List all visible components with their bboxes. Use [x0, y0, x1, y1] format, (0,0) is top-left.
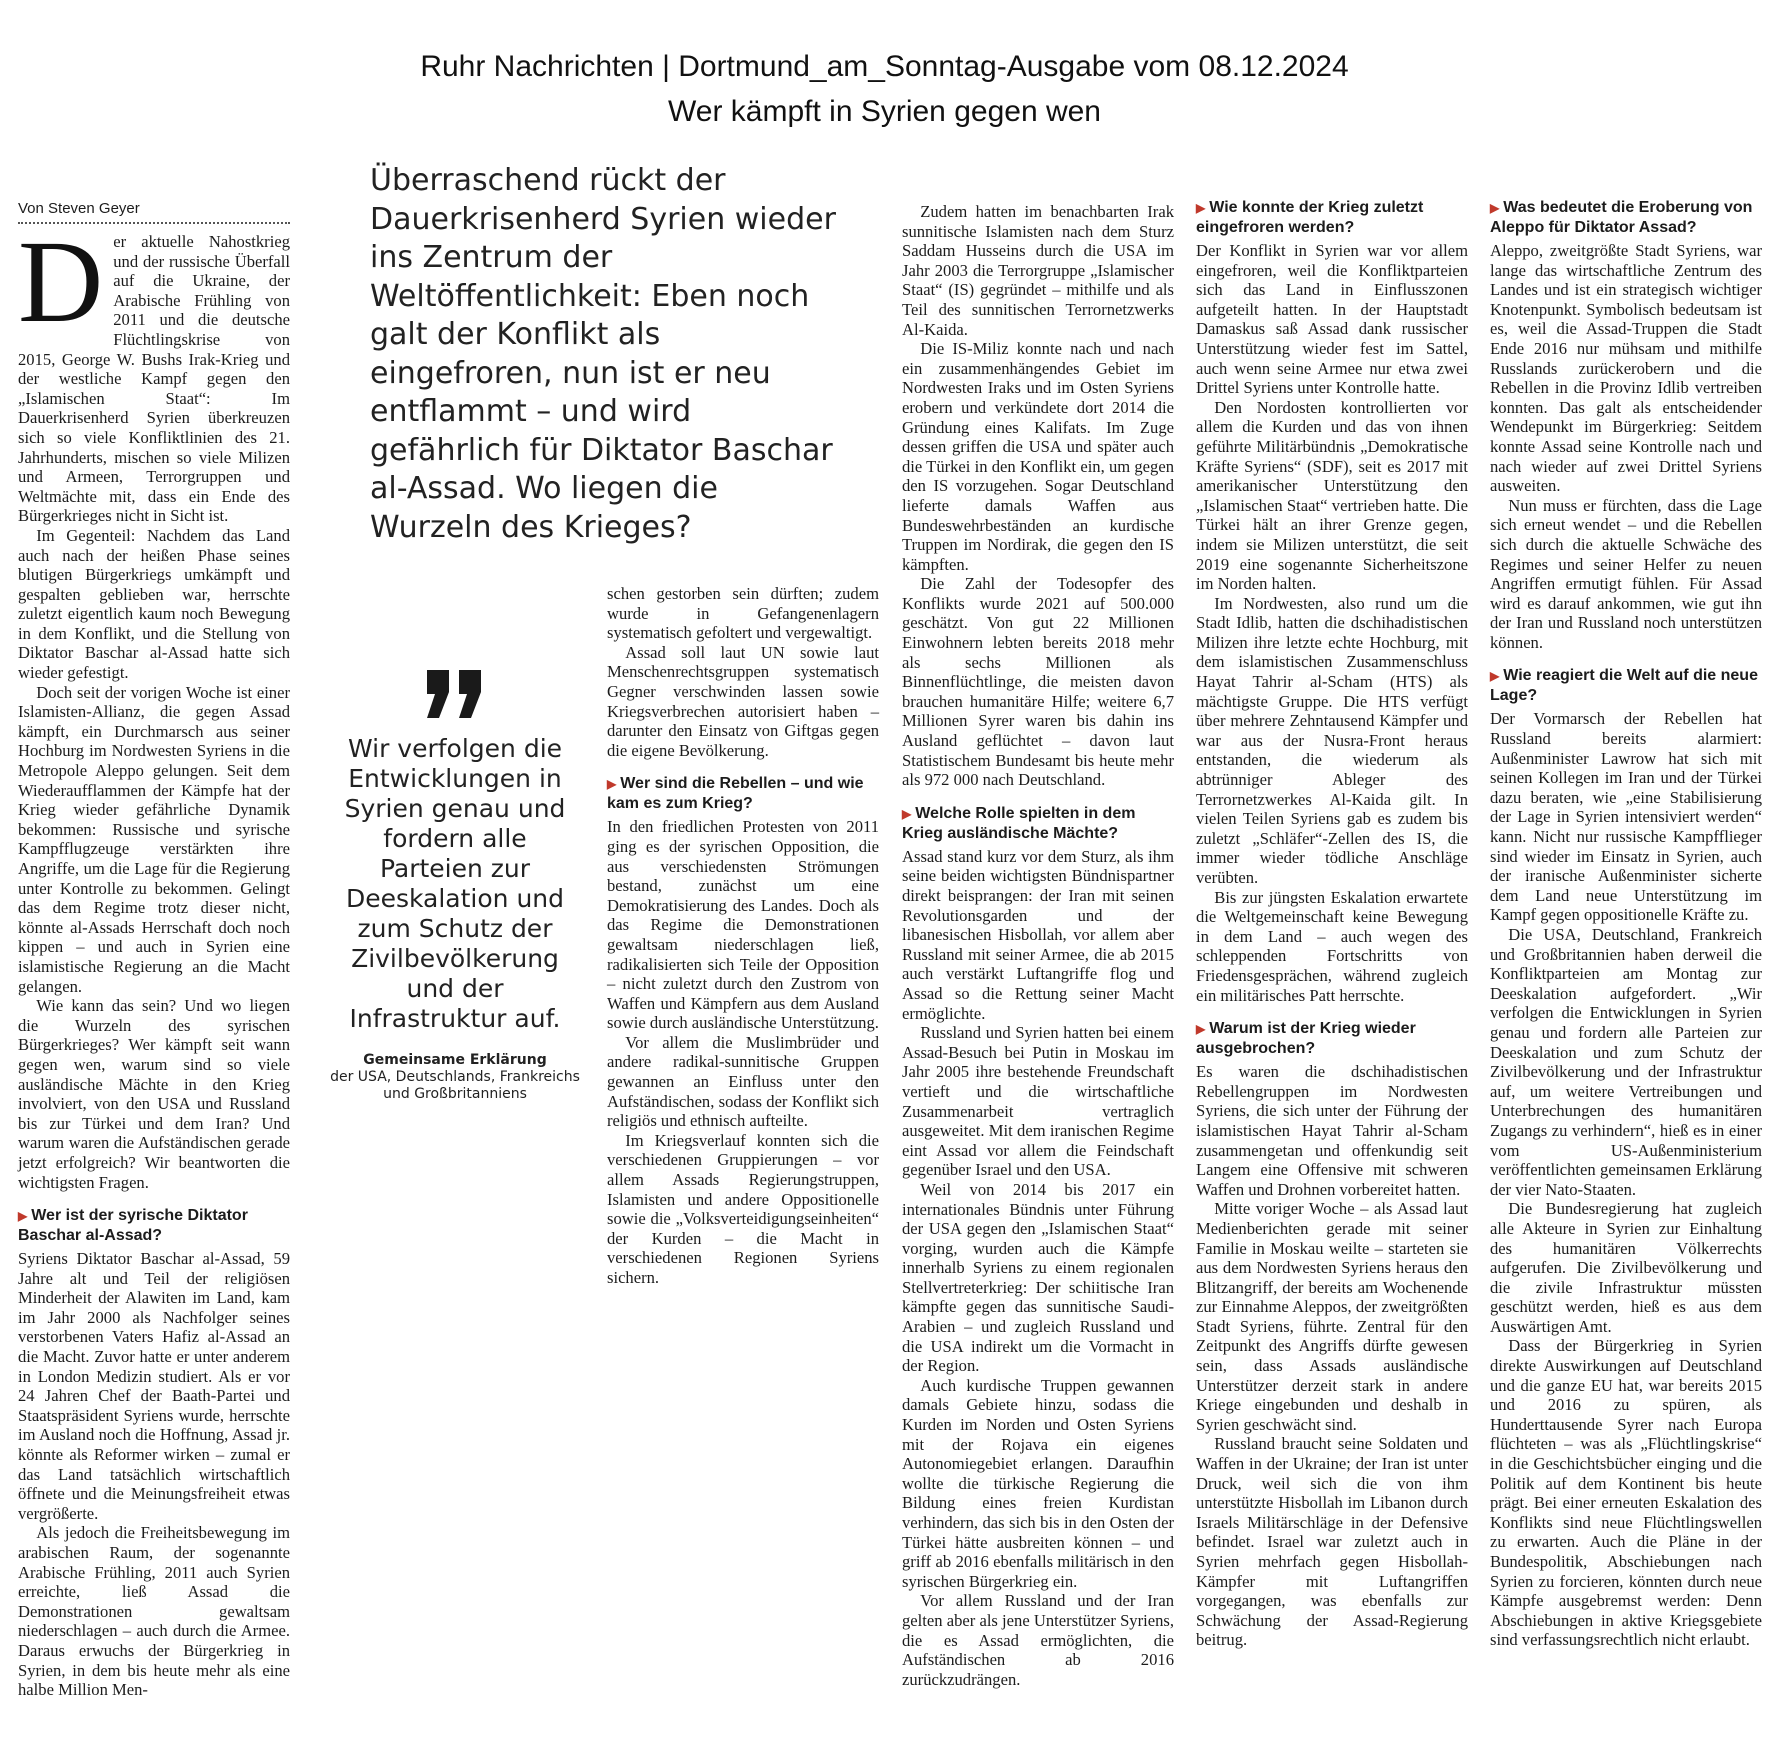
paragraph: Mitte voriger Woche – als Assad laut Medienberichten gerade mit seiner Familie in Moskau weilte – starteten sie aus dem Nordwesten Syriens heraus den Blitzangriff, der bereits am Wochenende zur Einnahme Aleppos, der zweitgrößten Stadt Syriens, führte. Zentral für den Zeitpunkt des Angriffs dürfte gewesen sein, dass Assads ausländische Unterstützer derzeit stark in andere Kriege eingebunden und deshalb in Syrien geschwächt sind. [1196, 1199, 1468, 1434]
drop-cap: D [18, 216, 104, 347]
question-heading: ▶ Wer ist der syrische Diktator Baschar al-Assad? [18, 1207, 248, 1245]
paragraph: Im Kriegsverlauf konnten sich die verschiedenen Gruppierungen – vor allem Assads Regierungstruppen, Islamisten und andere Oppositionelle sowie die „Volksverteidigungseinheiten“ der Kurden – die Macht in verschiedenen Regionen Syriens sichern. [607, 1130, 879, 1287]
quotation-mark-icon [423, 670, 487, 718]
question-heading: ▶ Wer sind die Rebellen – und wie kam es zum Krieg? [607, 775, 864, 813]
paragraph: Weil von 2014 bis 2017 ein internationales Bündnis unter Führung der USA gegen den „Islamischen Staat“ vorging, wurden auch die Kämpfe innerhalb Syriens zu einem regionalen Stellvertreterkrieg: Der schiitische Iran kämpfte gegen das sunnitische Saudi-Arabien – und zugleich Russland und die USA indirekt um die Vormacht in der Region. [902, 1179, 1174, 1376]
byline: Von Steven Geyer [18, 200, 290, 224]
paragraph: Russland braucht seine Soldaten und Waffen in der Ukraine; der Iran ist unter Druck, weil sich die von ihm unterstützte Hisbollah im Libanon durch Israels Militärschläge in der Defensive befindet. Israel war zuletzt auch in Syrien mehrfach gegen Hisbollah-Kämpfer mit Luftangriffen vorgegangen, was ebenfalls zur Schwächung der Assad-Regierung beitrug. [1196, 1434, 1468, 1650]
article-teaser: Überraschend rückt der Dauerkrisenherd Syrien wieder ins Zentrum der Weltöffentlichkeit: Eben noch galt der Konflikt als eingefroren, nun ist er neu entflammt – und wird gefährlich für Diktator Baschar al-Assad. Wo liegen die Wurzeln des Krieges? [370, 163, 836, 545]
paragraph: Im Gegenteil: Nachdem das Land auch nach der heißen Phase seines blutigen Bürgerkriegs umkämpft und gespalten geblieben war, herrschte zuletzt eigentlich kaum noch Bewegung in dem Konflikt, und die Stellung von Diktator Baschar al-Assad hatte sich wieder gefestigt. [18, 525, 290, 683]
paragraph: Wie kann das sein? Und wo liegen die Wurzeln des syrischen Bürgerkrieges? Wer kämpft seit wann gegen wen, warum sind so viele ausländische Mächte in den Krieg involviert, von den USA und Russland bis zur Türkei und dem Iran? Und warum waren die Aufständischen gerade jetzt erfolgreich? Wir beantworten die wichtigsten Fragen. [18, 996, 290, 1192]
question-heading: ▶ Was bedeutet die Eroberung von Aleppo für Diktator Assad? [1490, 199, 1753, 236]
pull-quote-source: Gemeinsame Erklärung [363, 1052, 547, 1068]
paragraph: Die IS-Miliz konnte nach und nach ein zusammenhängendes Gebiet im Nordwesten Iraks und im Osten Syriens erobern und verkündete dort 2014 die Gründung eines Kalifats. Im Zuge dessen griffen die USA und später auch die Türkei in den Konflikt ein, um gegen den IS vorzugehen. Sogar Deutschland lieferte damals Waffen aus Bundeswehrbeständen an kurdische Truppen im Nordirak, die gegen den IS kämpften. [902, 339, 1174, 574]
triangle-marker-icon: ▶ [1490, 669, 1500, 684]
paragraph: Die Bundesregierung hat zugleich alle Akteure in Syrien zur Einhaltung des humanitären Völkerrechts aufgerufen. Die Zivilbevölkerung und die zivile Infrastruktur müssten geschützt werden, hieß es aus dem Auswärtigen Amt. [1490, 1199, 1762, 1336]
paragraph: Auch kurdische Truppen gewannen damals Gebiete hinzu, sodass die Kurden im Norden und Osten Syriens mit der Rojava ein eigenes Autonomiegebiet erlangen. Daraufhin wollte die türkische Regierung die Bildung eines freien Kurdistan verhindern, das sich bis in den Osten der Türkei hätte ausbreiten können – und griff ab 2016 ebenfalls militärisch in den syrischen Bürgerkrieg ein. [902, 1375, 1174, 1591]
paragraph: Den Nordosten kontrollierten vor allem die Kurden und das von ihnen geführte Militärbündnis „Demokratische Kräfte Syriens“ (SDF), seit es 2017 mit amerikanischer Unterstützung den „Islamischen Staat“ vertrieben hatte. Die Türkei hält an ihrer Grenze gegen, indem sie Milizen unterstützt, die seit 2019 eine sogenannte Sicherheitszone im Norden halten. [1196, 397, 1468, 594]
pull-quote-text: Wir verfolgen die Entwicklungen in Syrien genau und fordern alle Parteien zur Deeskalation und zum Schutz der Zivilbevölkerung und der Infrastruktur auf. [344, 734, 566, 1033]
article-headline: Wer kämpft in Syrien gegen wen [668, 95, 1101, 128]
paragraph: Im Nordwesten, also rund um die Stadt Idlib, hatten die dschihadistischen Milizen ihre letzte echte Hochburg, mit dem islamistischen Zusammenschluss Hayat Tahrir al-Scham (HTS) als mächtigste Gruppe. Die HTS verfügt über mehrere Zehntausend Kämpfer und war aus der Nusra-Front heraus entstanden, die wiederum als abtrünniger Ableger des Terrornetzwerkes Al-Kaida gilt. In vielen Teilen Syriens gab es zudem bis zuletzt „Schläfer“-Zellen des IS, die immer wieder tödliche Anschläge verübten. [1196, 593, 1468, 887]
paragraph: Als jedoch die Freiheitsbewegung im arabischen Raum, der sogenannte Arabische Frühling, 2011 auch Syrien erreichte, ließ Assad die Demonstrationen gewaltsam niederschlagen – auch durch die Armee. Daraus erwuchs der Bürgerkrieg in Syrien, in dem bis heute mehr als eine halbe Million Men- [18, 1523, 290, 1700]
paragraph: In den friedlichen Protesten von 2011 ging es der syrischen Opposition, die aus verschiedensten Strömungen bestand, zunächst um eine Demokratisierung des Landes. Doch als das Regime die Demonstrationen gewaltsam niederschlagen ließ, radikalisierten sich Teile der Opposition – nicht zuletzt durch den Zustrom von Waffen und Kämpfern aus dem Ausland sowie durch ausländische Unterstützung. [607, 817, 879, 1033]
paragraph: Die USA, Deutschland, Frankreich und Großbritannien haben derweil die Konfliktparteien am Montag zur Deeskalation aufgefordert. „Wir verfolgen die Entwicklungen in Syrien genau und fordern alle Parteien zur Deeskalation und zum Schutz der Zivilbevölkerung und der Infrastruktur auf, um weitere Vertreibungen und Unterbrechungen des humanitären Zugangs zu verhindern“, hieß es in einer vom US-Außenministerium veröffentlichten gemeinsamen Erklärung der vier Nato-Staaten. [1490, 925, 1762, 1199]
paragraph: Assad soll laut UN sowie laut Menschenrechtsgruppen systematisch Gegner verschwinden lassen sowie Kriegsverbrechen autorisiert haben – darunter den Einsatz von Giftgas gegen die eigene Bevölkerung. [607, 642, 879, 760]
question-heading: ▶ Welche Rolle spielten in dem Krieg ausländische Mächte? [902, 804, 1136, 842]
question-heading: ▶ Wie reagiert die Welt auf die neue Lage? [1490, 667, 1758, 705]
lead-paragraph: Der aktuelle Nahostkrieg und der russische Überfall auf die Ukraine, der Arabische Frühling von 2011 und die deutsche Flüchtlingskrise von 2015, George W. Bushs Irak-Krieg und der westliche Kampf gegen den „Islamischen Staat“: Im Dauerkrisenherd Syrien überkreuzen sich so viele Konfliktlinien des 21. Jahrhunderts, mischen so viele Milizen und Armeen, Terrorgruppen und Weltmächte mit, dass ein Ende des Bürgerkrieges nicht in Sicht ist. [18, 216, 290, 526]
article-column-6 [1490, 198, 1762, 1650]
pull-quote [330, 670, 580, 1103]
question-heading: ▶ Warum ist der Krieg wieder ausgebrochen? [1196, 1020, 1416, 1058]
pull-quote-source-detail: der USA, Deutschlands, Frankreichs und Großbritanniens [330, 1069, 580, 1102]
paragraph: Nun muss er fürchten, dass die Lage sich erneut wendet – und die Rebellen sich durch die aktuelle Schwäche des Regimes und seiner Helfer zu neuen Angriffen ermutigt fühlen. Für Assad wird es darauf ankommen, wie gut ihn der Iran und Russland noch unterstützen können. [1490, 495, 1762, 652]
paragraph: Vor allem Russland und der Iran gelten aber als jene Unterstützer Syriens, die es Assad ermöglichten, die Aufständischen ab 2016 zurückzudrängen. [902, 1591, 1174, 1689]
paragraph: schen gestorben sein dürften; zudem wurde in Gefangenenlagern systematisch gefoltert und vergewaltigt. [607, 584, 879, 643]
triangle-marker-icon: ▶ [902, 806, 912, 821]
publication-line: Ruhr Nachrichten | Dortmund_am_Sonntag-Ausgabe vom 08.12.2024 [420, 50, 1349, 83]
paragraph: Dass der Bürgerkrieg in Syrien direkte Auswirkungen auf Deutschland und die ganze EU hat, war bereits 2015 und 2016 zu spüren, als Hunderttausende Syrer nach Europa flüchteten – was als „Flüchtlingskrise“ in die Geschichtsbücher einging und die Politik auf dem Kontinent bis heute prägt. Bei einer erneuten Eskalation des Konflikts sind neue Flüchtlingswellen zu erwarten. Auch die Pläne in der Bundespolitik, Abschiebungen nach Syrien zu forcieren, könnten durch neue Kämpfe ausgebremst werden: Denn Abschiebungen in aktive Kriegsgebiete sind verfassungsrechtlich nicht erlaubt. [1490, 1336, 1762, 1650]
paragraph: Doch seit der vorigen Woche ist einer Islamisten-Allianz, die gegen Assad kämpft, ein Durchmarsch aus seiner Hochburg im Nordwesten Syriens in die Metropole Aleppo gelungen. Seit dem Wiederaufflammen der Kämpfe hat der Krieg wieder gefährliche Dynamik bekommen: Russische und syrische Kampfflugzeuge verstärkten ihre Angriffe, um die Lage für die Regierung unter Kontrolle zu bekommen. Gelingt das dem Regime trotz dieser nicht, könnte al-Assads Herrschaft doch noch kippen – und auch in Syrien eine islamistische Regierung an die Macht gelangen. [18, 682, 290, 996]
paragraph: Der Konflikt in Syrien war vor allem eingefroren, weil die Konfliktparteien sich das Land in Einflusszonen aufgeteilt hatten. In der Hauptstadt Damaskus saß Assad dank russischer Unterstützung wieder fest im Sattel, auch wenn seine Armee nur etwa zwei Drittel Syriens unter Kontrolle hatte. [1196, 241, 1468, 398]
triangle-marker-icon: ▶ [1196, 201, 1206, 215]
paragraph: Assad stand kurz vor dem Sturz, als ihm seine beiden wichtigsten Bündnispartner direkt beisprangen: der Iran mit seinen Revolutionsgarden und der libanesischen Hisbollah, vor allem aber Russland mit seiner Armee, die ab 2015 auch verstärkt Luftangriffe flog und Assad so die Rettung seiner Macht ermöglichte. [902, 846, 1174, 1023]
paragraph: Syriens Diktator Baschar al-Assad, 59 Jahre alt und Teil der religiösen Minderheit der Alawiten im Land, kam im Jahr 2000 als Nachfolger seines verstorbenen Vaters Hafiz al-Assad an die Macht. Zuvor hatte er unter anderem in London Medizin studiert. Als er vor 24 Jahren Chef der Baath-Partei und Staatspräsident Syriens wurde, herrschte im Ausland noch die Hoffnung, Assad jr. könnte als Reformer wirken – zumal er das Land tatsächlich wirtschaftlich öffnete und die Meinungsfreiheit etwas vergrößerte. [18, 1249, 290, 1523]
paragraph: Vor allem die Muslimbrüder und andere radikal-sunnitische Gruppen gewannen an Einfluss unter den Aufständischen, sodass der Konflikt sich religiös und ethnisch aufteilte. [607, 1032, 879, 1131]
paragraph: Der Vormarsch der Rebellen hat Russland bereits alarmiert: Außenminister Lawrow hat sich mit seinen Kollegen im Iran und der Türkei dazu beraten, wie „eine Stabilisierung der Lage in Syrien intensiviert werden“ kann. Nicht nur russische Kampfflieger sind wieder im Einsatz in Syrien, auch der iranische Außenminister sicherte dem Land neue Unterstützung im Kampf gegen oppositionelle Kräfte zu. [1490, 709, 1762, 925]
paragraph: Russland und Syrien hatten bei einem Assad-Besuch bei Putin in Moskau im Jahr 2005 ihre bestehende Freundschaft vertieft und die wirtschaftliche Zusammenarbeit vertraglich ausgeweitet. Mit dem iranischen Regime eint Assad vor allem die Feindschaft gegenüber Israel und den USA. [902, 1023, 1174, 1180]
paragraph: Aleppo, zweitgrößte Stadt Syriens, war lange das wirtschaftliche Zentrum des Landes und ist ein strategisch wichtiger Knotenpunkt. Symbolisch bedeutsam ist es, weil die Assad-Truppen die Stadt Ende 2016 nur mühsam und mithilfe Russlands zurückerobern und die Rebellen in die Provinz Idlib vertreiben konnten. Das galt als entscheidender Wendepunkt im Bürgerkrieg: Seitdem konnte Assad seine Kontrolle nach und nach wieder auf zwei Drittel Syriens ausweiten. [1490, 241, 1762, 496]
article-column-1 [18, 200, 290, 1700]
question-heading: ▶ Wie konnte der Krieg zuletzt eingefroren werden? [1196, 199, 1424, 236]
triangle-marker-icon: ▶ [607, 777, 617, 792]
triangle-marker-icon: ▶ [18, 1209, 28, 1224]
paragraph: Zudem hatten im benachbarten Irak sunnitische Islamisten nach dem Sturz Saddam Husseins durch die USA im Jahr 2003 die Terrorgruppe „Islamischer Staat“ (IS) gegründet – mithilfe und als Teil des sunnitischen Terrornetzwerks Al-Kaida. [902, 202, 1174, 339]
article-column-4 [902, 202, 1174, 1689]
paragraph: Bis zur jüngsten Eskalation erwartete die Weltgemeinschaft keine Bewegung in dem Land – auch wegen des schleppenden Fortschritts von Friedensgesprächen, während zugleich ein militärisches Patt herrschte. [1196, 887, 1468, 1005]
triangle-marker-icon: ▶ [1196, 1022, 1206, 1037]
triangle-marker-icon: ▶ [1490, 201, 1500, 215]
paragraph: Es waren die dschihadistischen Rebellengruppen im Nordwesten Syriens, die sich unter der Führung der islamistischen Hayat Tahrir al-Scham zusammengetan und offenkundig seit Langem eine Offensive mit schweren Waffen und Drohnen vorbereitet hatten. [1196, 1062, 1468, 1199]
article-column-5 [1196, 198, 1468, 1650]
article-column-3 [607, 584, 879, 1288]
paragraph: Die Zahl der Todesopfer des Konflikts wurde 2021 auf 500.000 geschätzt. Von gut 22 Millionen Einwohnern lebten bereits 2018 mehr als sechs Millionen als Binnenflüchtlinge, die meisten davon brauchen humanitäre Hilfe; weitere 6,7 Millionen Syrer waren bis dahin ins Ausland geflüchtet – davon laut Statistischem Bundesamt bis heute mehr als 972 000 nach Deutschland. [902, 574, 1174, 790]
